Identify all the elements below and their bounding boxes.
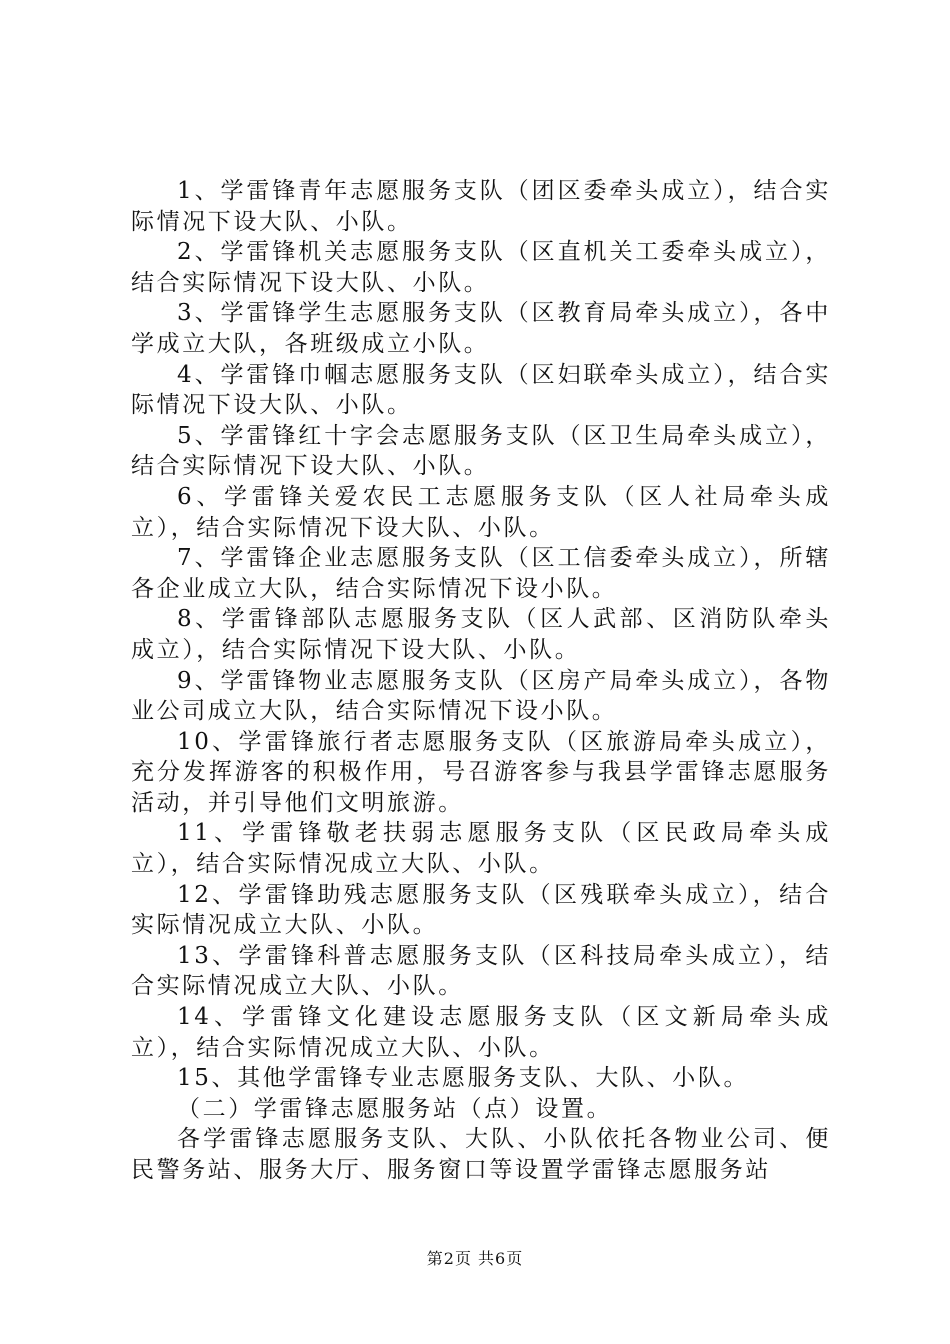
paragraph-item-3: 3、学雷锋学生志愿服务支队（区教育局牵头成立），各中学成立大队，各班级成立小队。	[131, 300, 831, 357]
document-body	[131, 176, 831, 1186]
paragraph-item-6: 6、学雷锋关爱农民工志愿服务支队（区人社局牵头成立），结合实际情况下设大队、小队。	[131, 483, 831, 541]
paragraph-item-12: 12、学雷锋助残志愿服务支队（区残联牵头成立），结合实际情况成立大队、小队。	[131, 881, 831, 939]
paragraph-item-11: 11、学雷锋敬老扶弱志愿服务支队（区民政局牵头成立），结合实际情况成立大队、小队。	[131, 820, 831, 878]
paragraph-item-5: 5、学雷锋红十字会志愿服务支队（区卫生局牵头成立），结合实际情况下设大队、小队。	[131, 422, 831, 480]
paragraph-item-15: 15、其他学雷锋专业志愿服务支队、大队、小队。	[177, 1065, 750, 1092]
paragraph-item-14: 14、学雷锋文化建设志愿服务支队（区文新局牵头成立），结合实际情况成立大队、小队。	[131, 1004, 831, 1061]
paragraph-item-10: 10、学雷锋旅行者志愿服务支队（区旅游局牵头成立），充分发挥游客的积极作用，号召游客参与我县学雷锋志愿服务活动，并引导他们文明旅游。	[131, 728, 831, 816]
section-heading: （二）学雷锋志愿服务站（点）设置。	[177, 1095, 613, 1122]
paragraph-item-1: 1、学雷锋青年志愿服务支队（团区委牵头成立），结合实际情况下设大队、小队。	[131, 178, 831, 235]
paragraph-item-8: 8、学雷锋部队志愿服务支队（区人武部、区消防队牵头成立），结合实际情况下设大队、小队。	[131, 606, 831, 663]
paragraph-item-9: 9、学雷锋物业志愿服务支队（区房产局牵头成立），各物业公司成立大队，结合实际情况下设小队。	[131, 667, 831, 725]
page-number-label: 第2页 共6页	[426, 1249, 524, 1268]
page-footer	[0, 1246, 950, 1269]
paragraph-item-13: 13、学雷锋科普志愿服务支队（区科技局牵头成立），结合实际情况成立大队、小队。	[131, 942, 831, 1000]
paragraph-item-4: 4、学雷锋巾帼志愿服务支队（区妇联牵头成立），结合实际情况下设大队、小队。	[131, 361, 831, 419]
paragraph-item-7: 7、学雷锋企业志愿服务支队（区工信委牵头成立），所辖各企业成立大队，结合实际情况下设小队。	[131, 545, 831, 602]
paragraph-item-2: 2、学雷锋机关志愿服务支队（区直机关工委牵头成立），结合实际情况下设大队、小队。	[131, 239, 831, 296]
paragraph-station-setup: 各学雷锋志愿服务支队、大队、小队依托各物业公司、便民警务站、服务大厅、服务窗口等设置学雷锋志愿服务站	[131, 1126, 831, 1183]
